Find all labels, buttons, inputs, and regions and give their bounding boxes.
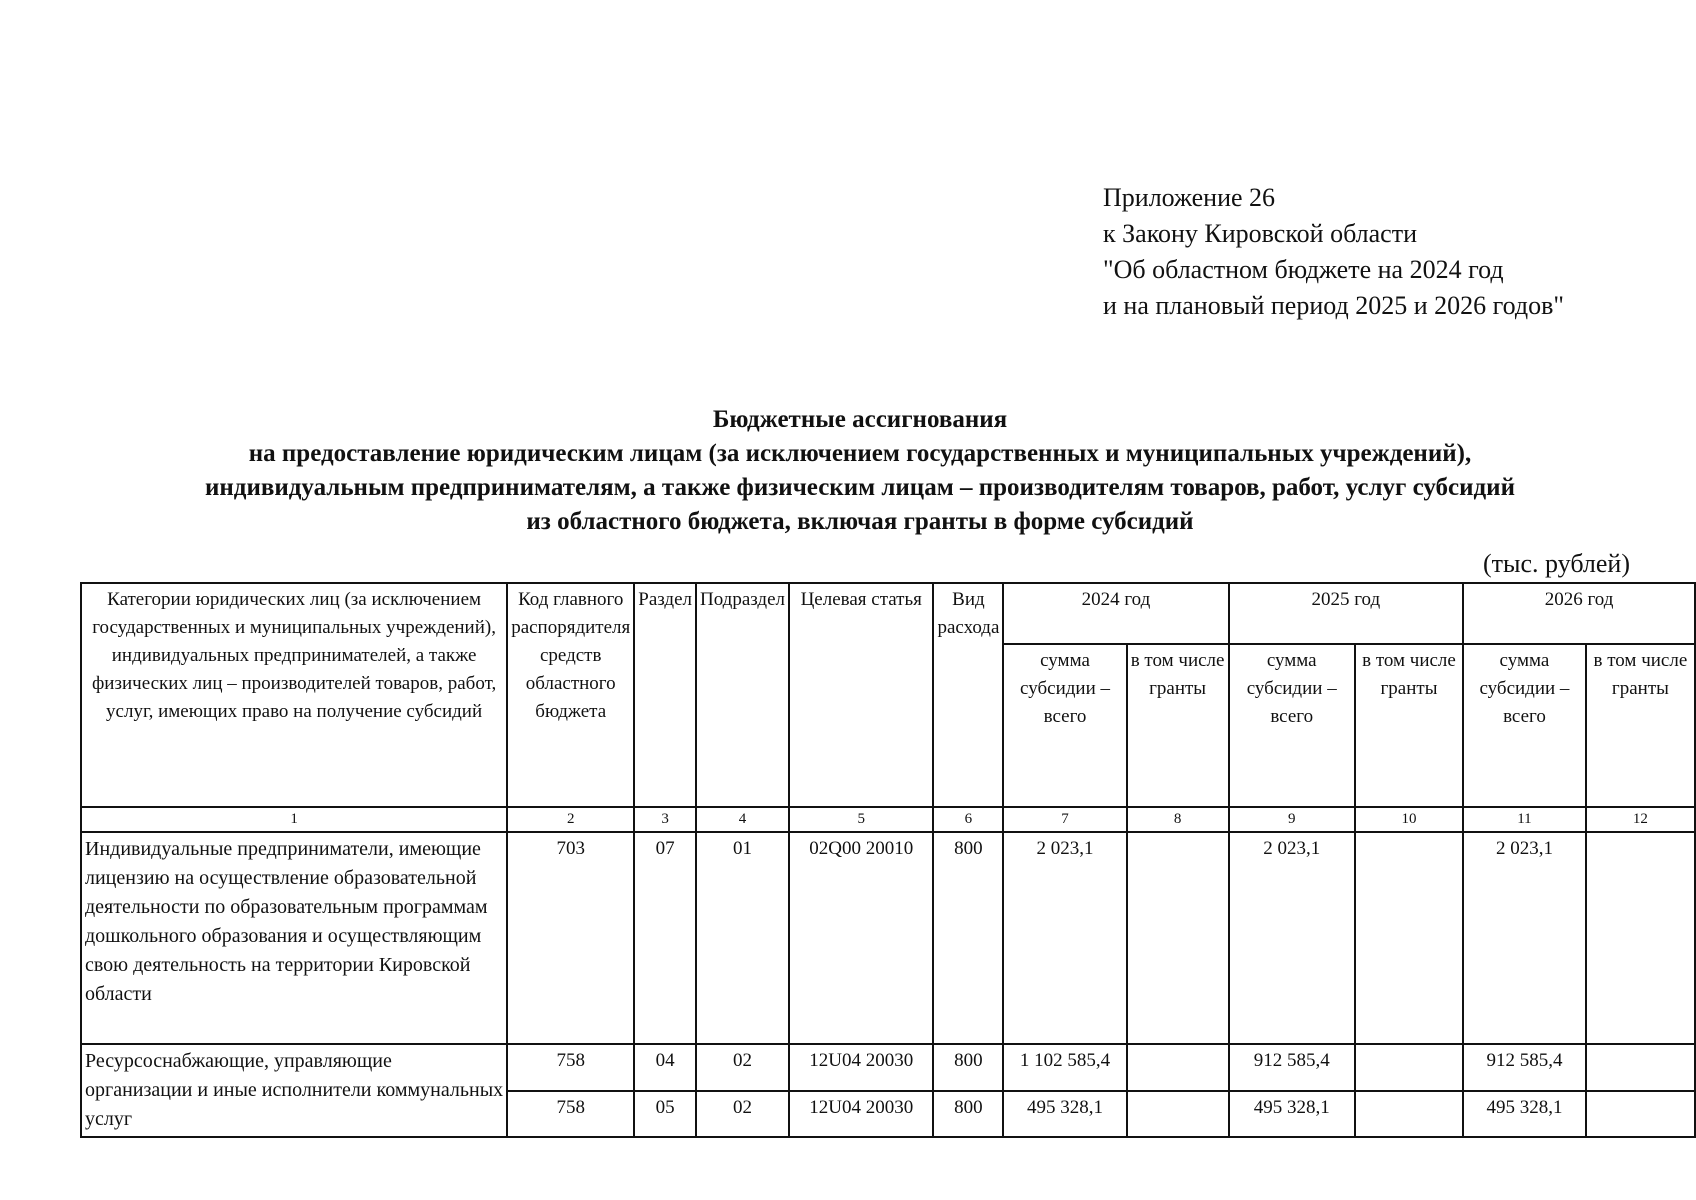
- column-number: 5: [789, 807, 933, 832]
- budget-table: [80, 582, 1696, 1138]
- row-category: Индивидуальные предприниматели, имеющие лицензию на осуществление образовательной деятельности по образовательным программам дошкольного образования и осуществляющим свою деятельность на территории Кировской области: [81, 832, 507, 1044]
- column-number: 7: [1003, 807, 1126, 832]
- row-expense-type: 800: [933, 1091, 1003, 1138]
- row-admin-code: 758: [507, 1091, 634, 1138]
- header-admin-code: Код главного распорядителя средств областного бюджета: [507, 583, 634, 807]
- row-sum-2026: 912 585,4: [1463, 1044, 1586, 1091]
- header-sum-2026: сумма субсидии – всего: [1463, 644, 1586, 807]
- title-line: из областного бюджета, включая гранты в форме субсидий: [526, 508, 1194, 535]
- column-number-row: [81, 807, 1695, 832]
- appendix-line: Приложение 26: [1103, 183, 1276, 212]
- row-subsection: 02: [696, 1091, 789, 1138]
- header-year-2026: 2026 год: [1463, 583, 1695, 644]
- row-sum-2024: 2 023,1: [1003, 832, 1126, 1044]
- column-number: 11: [1463, 807, 1586, 832]
- header-target-article: Целевая статья: [789, 583, 933, 807]
- column-number: 1: [81, 807, 507, 832]
- row-section: 05: [634, 1091, 696, 1138]
- row-grants-2026: [1586, 1044, 1695, 1091]
- document-title: [60, 403, 1660, 539]
- row-sum-2026: 2 023,1: [1463, 832, 1586, 1044]
- header-year-2025: 2025 год: [1229, 583, 1464, 644]
- row-subsection: 01: [696, 832, 789, 1044]
- row-sum-2024: 495 328,1: [1003, 1091, 1126, 1138]
- row-sum-2025: 495 328,1: [1229, 1091, 1355, 1138]
- column-number: 4: [696, 807, 789, 832]
- row-grants-2024: [1127, 1091, 1229, 1138]
- header-row-years: [81, 583, 1695, 644]
- row-sum-2025: 2 023,1: [1229, 832, 1355, 1044]
- header-sum-2025: сумма субсидии – всего: [1229, 644, 1355, 807]
- row-expense-type: 800: [933, 1044, 1003, 1091]
- row-sum-2024: 1 102 585,4: [1003, 1044, 1126, 1091]
- header-grants-2025: в том числе гранты: [1355, 644, 1463, 807]
- appendix-note: [1103, 180, 1564, 324]
- row-category: Ресурсоснабжающие, управляющие организации и иные исполнители коммунальных услуг: [81, 1044, 507, 1137]
- row-section: 07: [634, 832, 696, 1044]
- table-row: [81, 1044, 1695, 1091]
- units-label: (тыс. рублей): [1482, 549, 1630, 578]
- row-section: 04: [634, 1044, 696, 1091]
- appendix-line: "Об областном бюджете на 2024 год: [1103, 255, 1504, 284]
- header-subsection: Подраздел: [696, 583, 789, 807]
- column-number: 2: [507, 807, 634, 832]
- row-target-article: 02Q00 20010: [789, 832, 933, 1044]
- appendix-line: к Закону Кировской области: [1103, 219, 1417, 248]
- row-admin-code: 758: [507, 1044, 634, 1091]
- header-sum-2024: сумма субсидии – всего: [1003, 644, 1126, 807]
- table-row: [81, 832, 1695, 1044]
- appendix-line: и на плановый период 2025 и 2026 годов": [1103, 291, 1565, 320]
- row-grants-2026: [1586, 1091, 1695, 1138]
- header-grants-2024: в том числе гранты: [1127, 644, 1229, 807]
- column-number: 8: [1127, 807, 1229, 832]
- header-year-2024: 2024 год: [1003, 583, 1228, 644]
- row-sum-2025: 912 585,4: [1229, 1044, 1355, 1091]
- header-expense-type: Вид расхода: [933, 583, 1003, 807]
- row-grants-2025: [1355, 1044, 1463, 1091]
- title-line: индивидуальным предпринимателям, а также физическим лицам – производителям товаров, работ, услуг субсидий: [205, 474, 1515, 501]
- column-number: 10: [1355, 807, 1463, 832]
- title-line: на предоставление юридическим лицам (за исключением государственных и муниципальных учреждений),: [248, 440, 1472, 467]
- row-sum-2026: 495 328,1: [1463, 1091, 1586, 1138]
- title-line: Бюджетные ассигнования: [712, 406, 1008, 433]
- row-grants-2024: [1127, 832, 1229, 1044]
- row-target-article: 12U04 20030: [789, 1091, 933, 1138]
- column-number: 6: [933, 807, 1003, 832]
- row-subsection: 02: [696, 1044, 789, 1091]
- header-grants-2026: в том числе гранты: [1586, 644, 1695, 807]
- column-number: 3: [634, 807, 696, 832]
- header-category: Категории юридических лиц (за исключением государственных и муниципальных учреждений), индивидуальных предпринимателей, а также физических лиц – производителей товаров, работ, услуг, имеющих право на получение субсидий: [81, 583, 507, 807]
- row-grants-2024: [1127, 1044, 1229, 1091]
- row-expense-type: 800: [933, 832, 1003, 1044]
- row-target-article: 12U04 20030: [789, 1044, 933, 1091]
- row-grants-2025: [1355, 832, 1463, 1044]
- row-admin-code: 703: [507, 832, 634, 1044]
- row-grants-2026: [1586, 832, 1695, 1044]
- row-grants-2025: [1355, 1091, 1463, 1138]
- column-number: 9: [1229, 807, 1355, 832]
- header-section: Раздел: [634, 583, 696, 807]
- column-number: 12: [1586, 807, 1695, 832]
